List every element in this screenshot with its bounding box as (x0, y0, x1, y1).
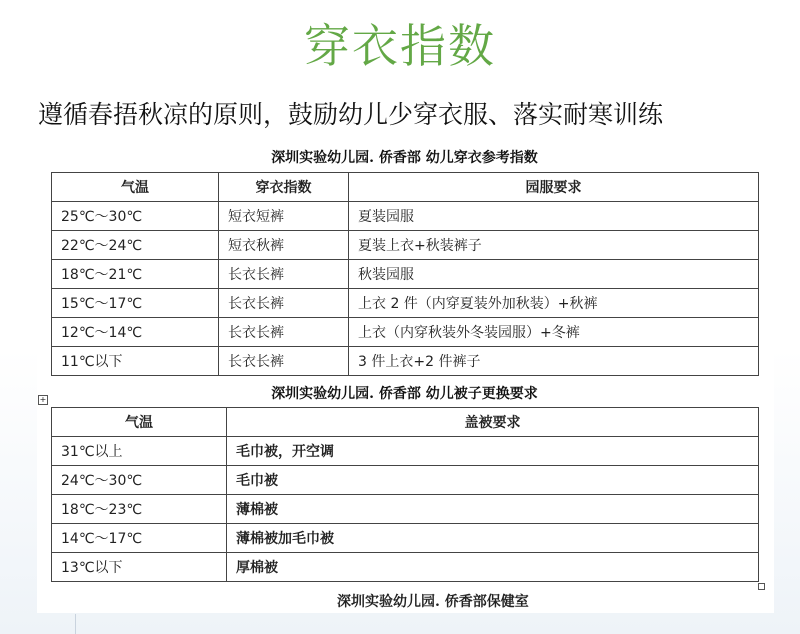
uniform-cell: 3 件上衣+2 件裤子 (349, 347, 759, 376)
table-header-row (52, 408, 759, 437)
clothing-index-cell: 长衣长裤 (219, 318, 349, 347)
uniform-cell: 夏装园服 (349, 202, 759, 231)
slide-title: 穿衣指数 (304, 19, 496, 73)
table-row (52, 553, 759, 582)
table-row (52, 318, 759, 347)
quilt-cell: 毛巾被，开空调 (227, 437, 759, 466)
temperature-cell: 18℃～23℃ (52, 495, 227, 524)
header-uniform-requirement: 园服要求 (349, 173, 759, 202)
slide-subtitle: 遵循春捂秋凉的原则，鼓励幼儿少穿衣服、落实耐寒训练 (38, 100, 664, 129)
clothing-index-cell: 短衣短裤 (219, 202, 349, 231)
header-quilt-requirement: 盖被要求 (227, 408, 759, 437)
table-row (52, 231, 759, 260)
quilt-cell: 毛巾被 (227, 466, 759, 495)
footer-signature: 深圳实验幼儿园. 侨香部保健室 (337, 594, 529, 610)
quilt-table-heading: 深圳实验幼儿园. 侨香部 幼儿被子更换要求 (271, 386, 538, 402)
temperature-cell: 14℃～17℃ (52, 524, 227, 553)
document-panel (37, 143, 774, 613)
divider (75, 614, 76, 634)
resize-handle-icon[interactable] (758, 583, 765, 590)
quilt-cell: 薄棉被 (227, 495, 759, 524)
uniform-cell: 秋装园服 (349, 260, 759, 289)
temperature-cell: 12℃～14℃ (52, 318, 219, 347)
uniform-cell: 上衣（内穿秋装外冬装园服）+冬裤 (349, 318, 759, 347)
clothing-index-cell: 短衣秋裤 (219, 231, 349, 260)
header-temperature: 气温 (52, 173, 219, 202)
clothing-table-heading: 深圳实验幼儿园. 侨香部 幼儿穿衣参考指数 (271, 150, 538, 166)
header-temperature: 气温 (52, 408, 227, 437)
clothing-index-cell: 长衣长裤 (219, 260, 349, 289)
table-header-row (52, 173, 759, 202)
clothing-index-cell: 长衣长裤 (219, 289, 349, 318)
temperature-cell: 13℃以下 (52, 553, 227, 582)
header-clothing-index: 穿衣指数 (219, 173, 349, 202)
table-row (52, 202, 759, 231)
temperature-cell: 25℃～30℃ (52, 202, 219, 231)
temperature-cell: 11℃以下 (52, 347, 219, 376)
table-row (52, 347, 759, 376)
temperature-cell: 24℃～30℃ (52, 466, 227, 495)
clothing-table (51, 172, 759, 376)
quilt-cell: 薄棉被加毛巾被 (227, 524, 759, 553)
table-row (52, 289, 759, 318)
uniform-cell: 上衣 2 件（内穿夏装外加秋装）+秋裤 (349, 289, 759, 318)
temperature-cell: 22℃～24℃ (52, 231, 219, 260)
temperature-cell: 31℃以上 (52, 437, 227, 466)
table-row (52, 437, 759, 466)
table-move-handle-icon[interactable]: + (39, 395, 47, 404)
table-row (52, 524, 759, 553)
table-row (52, 260, 759, 289)
uniform-cell: 夏装上衣+秋装裤子 (349, 231, 759, 260)
clothing-index-cell: 长衣长裤 (219, 347, 349, 376)
table-row (52, 495, 759, 524)
quilt-cell: 厚棉被 (227, 553, 759, 582)
temperature-cell: 15℃～17℃ (52, 289, 219, 318)
quilt-table (51, 407, 759, 582)
temperature-cell: 18℃～21℃ (52, 260, 219, 289)
table-row (52, 466, 759, 495)
